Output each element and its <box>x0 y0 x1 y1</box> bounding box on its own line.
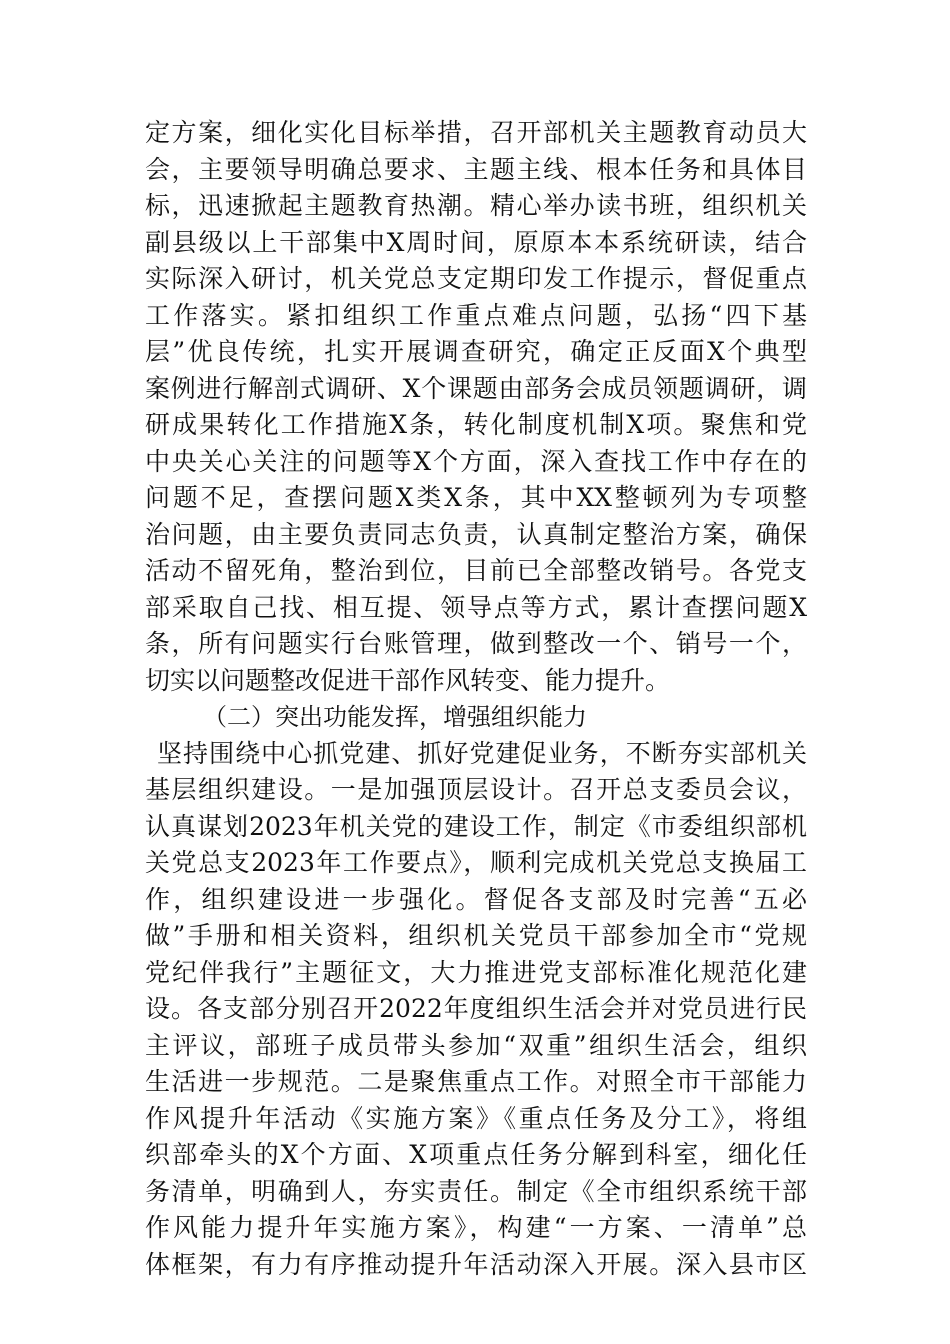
text-line: 部采取自己找、相互提、领导点等方式，累计查摆问题X <box>145 592 807 622</box>
paragraph-1 <box>145 115 807 699</box>
text-line: 案例进行解剖式调研、X个课题由部务会成员领题调研，调 <box>145 373 807 403</box>
text-line: 体框架，有力有序推动提升年活动深入开展。深入县市区 <box>145 1249 807 1279</box>
text-line: 中央关心关注的问题等X个方面，深入查找工作中存在的 <box>145 446 807 476</box>
text-line: 副县级以上干部集中X周时间，原原本本系统研读，结合 <box>145 227 807 257</box>
text-line: 活动不留死角，整治到位，目前已全部整改销号。各党支 <box>145 556 807 585</box>
text-line: 研成果转化工作措施X条，转化制度机制X项。聚焦和党 <box>145 410 807 439</box>
text-line: 党纪伴我行”主题征文，大力推进党支部标准化规范化建 <box>145 957 807 987</box>
text-line: 定方案，细化实化目标举措，召开部机关主题教育动员大 <box>145 118 807 147</box>
text-line: 坚持围绕中心抓党建、抓好党建促业务，不断夯实部机关 <box>157 738 807 768</box>
text-line: 层”优良传统，扎实开展调查研究，确定正反面X个典型 <box>145 337 807 366</box>
text-line: 做”手册和相关资料，组织机关党员干部参加全市“党规 <box>145 921 807 950</box>
text-line: 条，所有问题实行台账管理，做到整改一个、销号一个， <box>145 629 807 658</box>
text-line: 标，迅速掀起主题教育热潮。精心举办读书班，组织机关 <box>145 191 807 220</box>
text-line: 设。各支部分别召开2022年度组织生活会并对党员进行民 <box>145 994 807 1023</box>
text-line: 工作落实。紧扣组织工作重点难点问题，弘扬“四下基 <box>145 300 807 330</box>
text-line: 基层组织建设。一是加强顶层设计。召开总支委员会议， <box>145 775 807 804</box>
paragraph-2 <box>145 736 807 1284</box>
text-line: 务清单，明确到人，夯实责任。制定《全市组织系统干部 <box>145 1176 807 1206</box>
text-line: 生活进一步规范。二是聚焦重点工作。对照全市干部能力 <box>145 1067 807 1096</box>
section-heading: （二）突出功能发挥，增强组织能力 <box>203 703 587 731</box>
text-line: 切实以问题整改促进干部作风转变、能力提升。 <box>145 665 671 695</box>
text-line: 作，组织建设进一步强化。督促各支部及时完善“五必 <box>145 884 807 914</box>
text-line: 作风提升年活动《实施方案》《重点任务及分工》，将组 <box>145 1103 807 1133</box>
text-line: 关党总支2023年工作要点》，顺利完成机关党总支换届工 <box>145 848 807 877</box>
text-line: 会，主要领导明确总要求、主题主线、根本任务和具体目 <box>145 154 807 184</box>
text-line: 认真谋划2023年机关党的建设工作，制定《市委组织部机 <box>145 811 807 841</box>
text-line: 作风能力提升年实施方案》，构建“一方案、一清单”总 <box>145 1213 807 1242</box>
text-line: 织部牵头的X个方面、X项重点任务分解到科室，细化任 <box>145 1140 807 1169</box>
text-line: 问题不足，查摆问题X类X条，其中XX整顿列为专项整 <box>145 483 807 512</box>
text-line: 治问题，由主要负责同志负责，认真制定整治方案，确保 <box>145 519 807 549</box>
text-line: 主评议，部班子成员带头参加“双重”组织生活会，组织 <box>145 1030 807 1060</box>
text-line: 实际深入研讨，机关党总支定期印发工作提示，督促重点 <box>145 264 807 293</box>
document-body <box>145 115 807 1283</box>
